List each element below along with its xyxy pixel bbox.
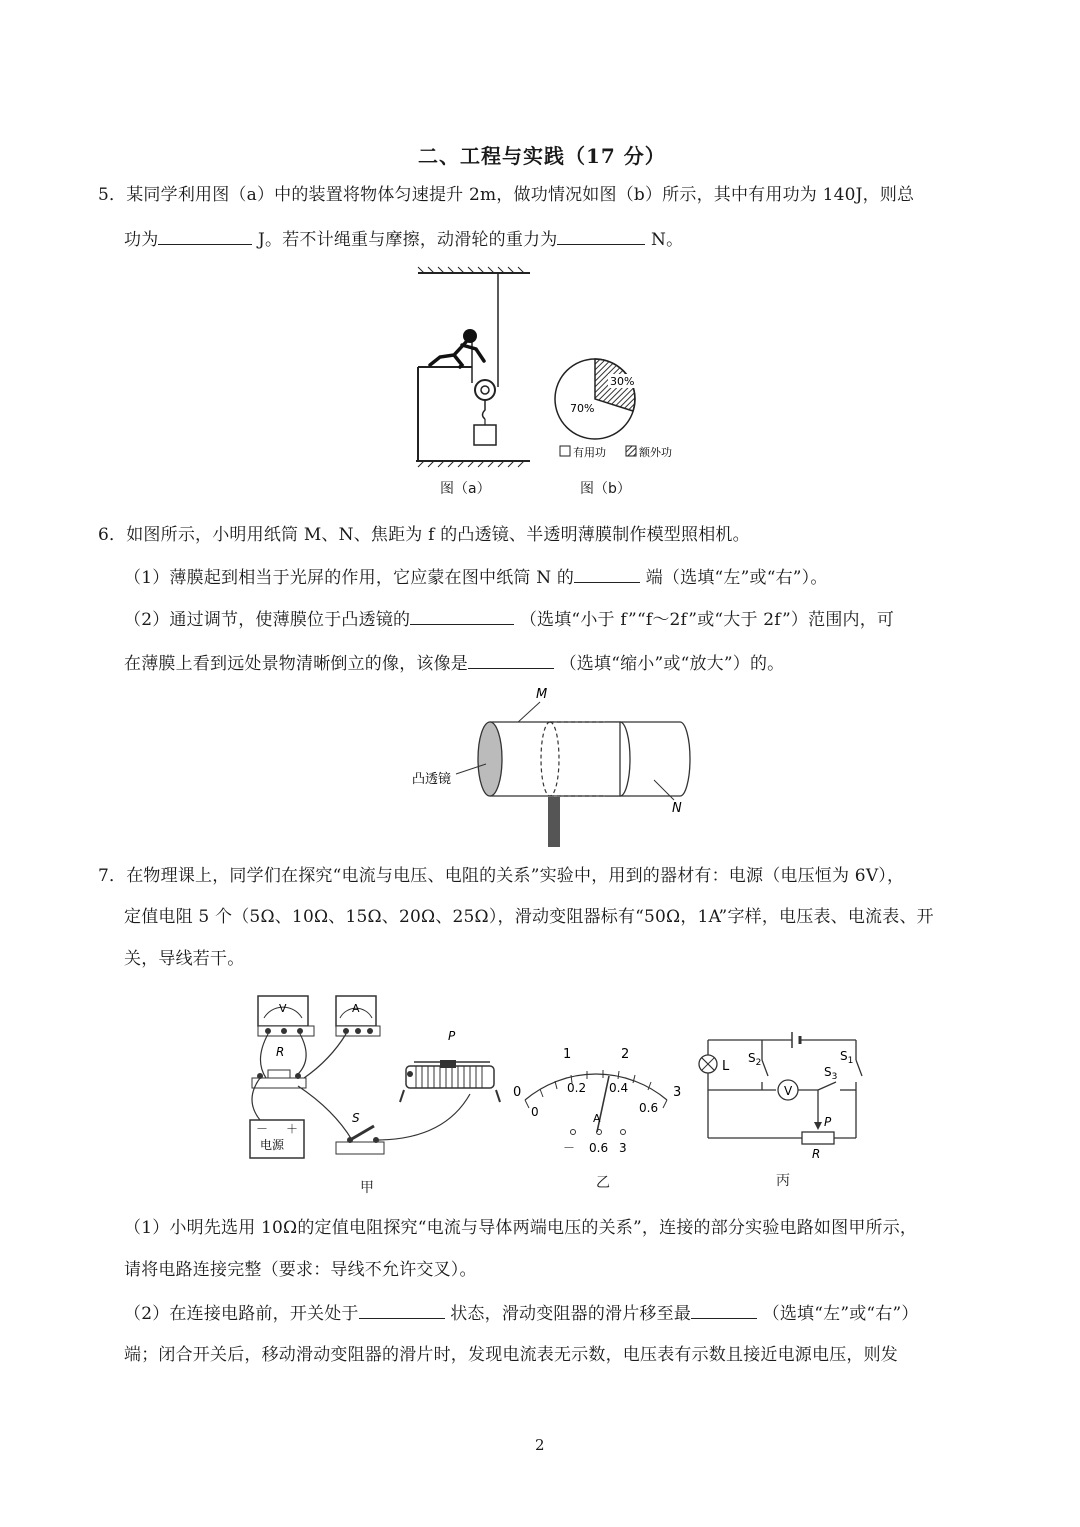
lamp-label: L xyxy=(722,1059,730,1074)
caption-jia: 甲 xyxy=(360,1180,374,1196)
q6-blank-image-size[interactable] xyxy=(468,650,554,669)
q5-line2 xyxy=(124,226,683,253)
dial-top-0: 0 xyxy=(513,1085,522,1100)
label-m: M xyxy=(536,687,548,702)
resistor-label: R xyxy=(276,1045,285,1059)
q7-p2-text-b: 状态，滑动变阻器的滑片移至最 xyxy=(444,1304,692,1324)
dial-unit: A xyxy=(593,1112,601,1125)
label-lens: 凸透镜 xyxy=(412,772,452,787)
battery-label: 电源 xyxy=(260,1138,285,1152)
q7-p2-text-c: （选填“左”或“右”） xyxy=(757,1304,919,1324)
bing-rheostat-label: R xyxy=(812,1147,821,1160)
figure-a-pulley xyxy=(410,265,540,497)
bing-voltmeter-label: V xyxy=(784,1084,793,1098)
label-n: N xyxy=(672,801,682,816)
caption-bing: 丙 xyxy=(776,1173,790,1189)
dial-bottom-04: 0.4 xyxy=(609,1081,629,1095)
figure-bing-circuit xyxy=(696,1030,866,1160)
q5-blank-total-work[interactable] xyxy=(158,226,252,245)
q6-p2-text-a: （2）通过调节，使薄膜位于凸透镜的 xyxy=(124,610,411,630)
q5-text-c: N。 xyxy=(645,230,684,250)
q7-line2: 定值电阻 5 个（5Ω、10Ω、15Ω、20Ω、25Ω），滑动变阻器标有“50Ω，1A”字样，电压表、电流表、开 xyxy=(124,907,934,927)
terminal-06: 0.6 xyxy=(589,1141,609,1155)
pie-useful-label: 70% xyxy=(570,402,595,415)
q6-part2 xyxy=(124,606,894,633)
q7-part2 xyxy=(124,1300,919,1327)
q5-text-a: 功为 xyxy=(124,230,159,250)
voltmeter-label: V xyxy=(279,1002,287,1015)
switch-label: S xyxy=(352,1111,360,1125)
q7-part1-b: 请将电路连接完整（要求：导线不允许交叉）。 xyxy=(124,1260,477,1280)
figure-jia-circuit xyxy=(244,990,508,1190)
q7-line3: 关，导线若干。 xyxy=(124,949,245,969)
q7-p2-text-a: （2）在连接电路前，开关处于 xyxy=(124,1304,359,1324)
dial-bottom-02: 0.2 xyxy=(567,1081,587,1095)
caption-yi: 乙 xyxy=(596,1175,610,1191)
terminal-negative: － xyxy=(563,1141,576,1155)
q5-blank-pulley-weight[interactable] xyxy=(557,226,645,245)
dial-bottom-06: 0.6 xyxy=(639,1101,659,1115)
figure-b-pie-chart xyxy=(552,350,692,465)
rheostat-slider-label: P xyxy=(448,1029,456,1043)
dial-top-1: 1 xyxy=(563,1047,572,1062)
q7-blank-switch-state[interactable] xyxy=(359,1300,445,1319)
terminal-3: 3 xyxy=(619,1141,627,1155)
legend-useful: 有用功 xyxy=(573,446,606,459)
q6-part1 xyxy=(124,564,828,591)
q6-intro: 6．如图所示，小明用纸筒 M、N、焦距为 f 的凸透镜、半透明薄膜制作模型照相机。 xyxy=(98,525,750,545)
figure-yi-ammeter-dial xyxy=(505,1040,685,1160)
q6-p2-text-b: （选填“小于 f”“f～2f”或“大于 2f”）范围内，可 xyxy=(514,610,895,630)
dial-bottom-0: 0 xyxy=(531,1105,539,1119)
q7-part1-a: （1）小明先选用 10Ω的定值电阻探究“电流与导体两端电压的关系”，连接的部分实验电路如图甲所示， xyxy=(124,1218,918,1238)
q7-line1: 7．在物理课上，同学们在探究“电流与电压、电阻的关系”实验中，用到的器材有：电源（电压恒为 6V）， xyxy=(98,866,905,886)
pie-extra-label: 30% xyxy=(610,375,635,388)
q6-blank-film-end[interactable] xyxy=(574,564,640,583)
switch-s2-label: $S_2$ xyxy=(748,1051,762,1068)
figure-a-caption: 图（a） xyxy=(440,481,491,497)
q6-p1-text-a: （1）薄膜起到相当于光屏的作用，它应蒙在图中纸筒 N 的 xyxy=(124,568,575,588)
q6-blank-range[interactable] xyxy=(410,606,514,625)
q6-p1-text-b: 端（选填“左”或“右”）。 xyxy=(640,568,828,588)
dial-top-3: 3 xyxy=(673,1085,682,1100)
ammeter-label: A xyxy=(352,1002,360,1015)
switch-s3-label: $S_3$ xyxy=(824,1065,838,1082)
switch-s1-label: $S_1$ xyxy=(840,1049,854,1066)
q6-p2-text-d: （选填“缩小”或“放大”）的。 xyxy=(554,654,785,674)
figure-camera-model xyxy=(410,682,700,850)
battery-plus-icon: ＋ xyxy=(286,1122,299,1136)
q5-text-b: J。若不计绳重与摩擦，动滑轮的重力为 xyxy=(252,230,558,250)
section-title: 二、工程与实践（17 分） xyxy=(418,144,666,168)
page-number: 2 xyxy=(535,1436,545,1454)
legend-extra: 额外功 xyxy=(639,446,672,459)
dial-top-2: 2 xyxy=(621,1047,630,1062)
battery-minus-icon: － xyxy=(256,1122,269,1136)
figure-b-caption: 图（b） xyxy=(580,481,631,497)
bing-slider-label: P xyxy=(824,1115,832,1129)
q7-part2-cont: 端；闭合开关后，移动滑动变阻器的滑片时，发现电流表无示数，电压表有示数且接近电源电压，则发 xyxy=(124,1345,898,1365)
q7-blank-slider-end[interactable] xyxy=(691,1300,757,1319)
q6-part2-cont xyxy=(124,650,784,677)
q5-line1: 5．某同学利用图（a）中的装置将物体匀速提升 2m，做功情况如图（b）所示，其中有用功为 140J，则总 xyxy=(98,185,915,205)
q6-p2-text-c: 在薄膜上看到远处景物清晰倒立的像，该像是 xyxy=(124,654,468,674)
